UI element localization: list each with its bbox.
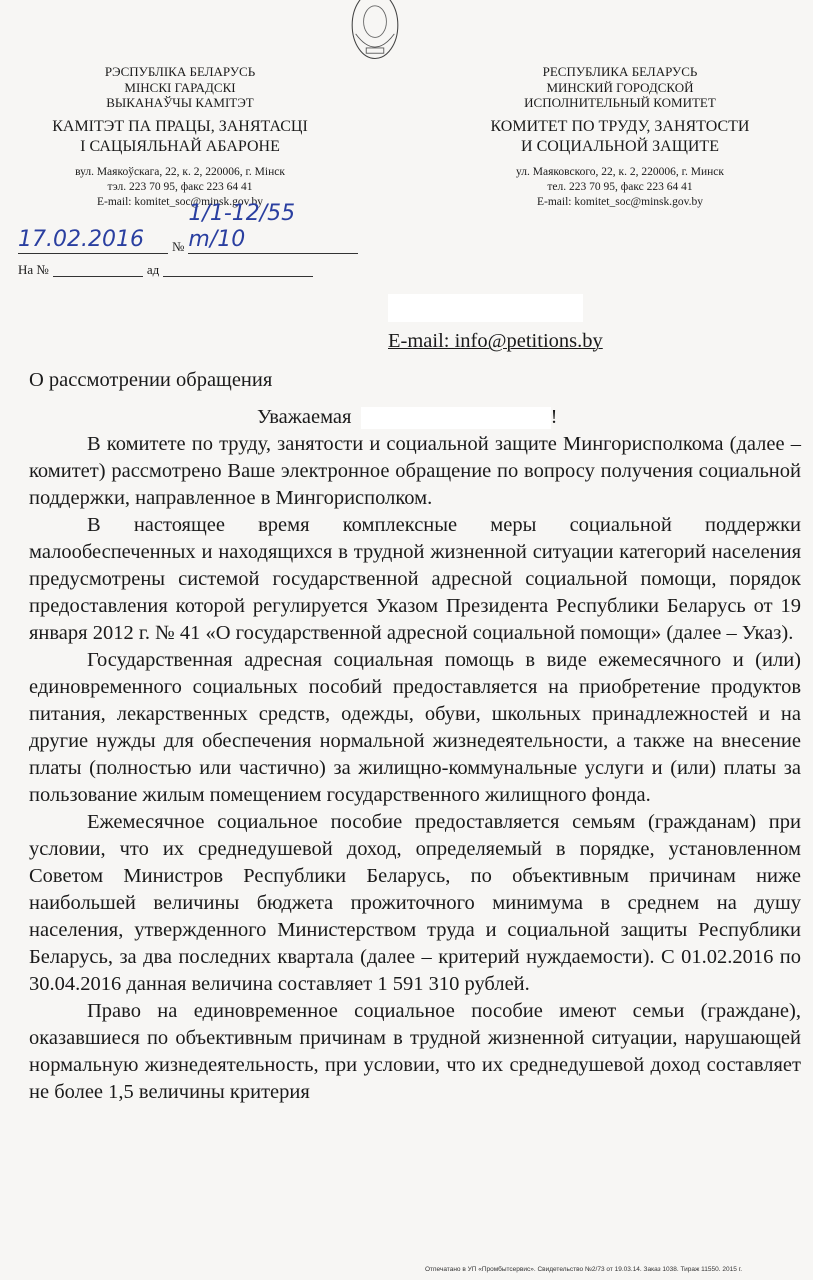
redacted-recipient xyxy=(388,294,583,322)
city-line: ИСПОЛНИТЕЛЬНЫЙ КОМИТЕТ xyxy=(524,95,716,111)
reply-label: На № xyxy=(18,262,49,277)
recipient-email: E-mail: info@petitions.by xyxy=(388,330,603,352)
city-line: МІНСКІ ГАРАДСКІ xyxy=(124,79,236,95)
handwritten-date: 17.02.2016 xyxy=(18,227,168,254)
email: E-mail: komitet_soc@minsk.gov.by xyxy=(96,195,264,208)
committee-line: КОМИТЕТ ПО ТРУДУ, ЗАНЯТОСТИ xyxy=(490,117,750,135)
paragraph: В настоящее время комплексные меры социальной поддержки малообеспеченных и находящихся в трудной жизненной ситуации категорий населения предусмотрены системой государственной адресной социальной помощи, порядок предоставления которой регулируется Указом Президента Республики Беларусь от 19 января 2012 г. № 41 «О государственной адресной социальной помощи» (далее – Указ). xyxy=(29,514,801,644)
city-line: ВЫКАНАЎЧЫ КАМІТЭТ xyxy=(106,95,254,111)
redacted-name xyxy=(361,407,551,429)
header-russian xyxy=(470,64,770,210)
paragraph: В комитете по труду, занятости и социальной защите Мингорисполкома (далее – комитет) рассмотрено Ваше электронное обращение по вопросу получения социальной поддержки, направленное в Мингорисполком. xyxy=(29,433,801,509)
paragraph: Право на единовременное социальное пособие имеют семьи (граждане), оказавшиеся по объективным причинам в трудной жизненной ситуации, нарушающей нормальную жизнедеятельность, при условии, что их среднедушевой доход составляет не более 1,5 величины критерия xyxy=(29,1000,801,1103)
subject: О рассмотрении обращения xyxy=(29,369,273,391)
address: вул. Маякоўскага, 22, к. 2, 220006, г. Мінск xyxy=(75,165,285,178)
salutation: Уважаемая ! xyxy=(257,406,558,428)
committee-line: КАМІТЭТ ПА ПРАЦЫ, ЗАНЯТАСЦІ xyxy=(52,117,308,135)
paragraph: Ежемесячное социальное пособие предоставляется семьям (гражданам) при условии, что их среднедушевой доход, определяемый в порядке, установленном Советом Министров Республики Беларусь, по объективным причинам ниже наибольшей величины бюджета прожиточного минимума в среднем на душу населения, утвержденного Министерством труда и социальной защиты Республики Беларусь, за два последних квартала (далее – критерий нуждаемости). С 01.02.2016 по 30.04.2016 данная величина составляет 1 591 310 рублей. xyxy=(29,811,801,995)
handwritten-number: 1/1-12/55 m/10 xyxy=(188,201,358,254)
printer-footer: Отпечатано в УП «Промбытсервис». Свидетельство №2/73 от 19.03.14. Заказ 1038. Тираж 11550. 2015 г. xyxy=(425,1266,743,1273)
committee-line: І САЦЫЯЛЬНАЙ АБАРОНЕ xyxy=(80,137,280,155)
letter-body xyxy=(29,328,801,1106)
paragraph: Государственная адресная социальная помощь в виде ежемесячного и (или) единовременного социальных пособий предоставляется на приобретение продуктов питания, лекарственных средств, одежды, обуви, школьных принадлежностей и на другие нужды для обеспечения нормальной жизнедеятельности, а также на внесение платы (полностью или частично) за жилищно-коммунальные услуги и (или) платы за пользование жилым помещением государственного жилищного фонда. xyxy=(29,649,801,806)
number-label: № xyxy=(172,239,185,254)
email: E-mail: komitet_soc@minsk.gov.by xyxy=(536,195,704,208)
republic-name: РЕСПУБЛИКА БЕЛАРУСЬ xyxy=(542,64,698,79)
from-label: ад xyxy=(146,262,160,277)
phone: тел. 223 70 95, факс 223 64 41 xyxy=(547,180,693,193)
republic-name: РЭСПУБЛІКА БЕЛАРУСЬ xyxy=(104,64,256,79)
committee-line: И СОЦИАЛЬНОЙ ЗАЩИТЕ xyxy=(521,137,719,155)
phone: тэл. 223 70 95, факс 223 64 41 xyxy=(107,180,253,193)
state-emblem xyxy=(345,0,405,62)
city-line: МИНСКИЙ ГОРОДСКОЙ xyxy=(546,79,694,95)
header-belarusian xyxy=(30,64,330,210)
address: ул. Маяковского, 22, к. 2, 220006, г. Минск xyxy=(516,165,724,178)
